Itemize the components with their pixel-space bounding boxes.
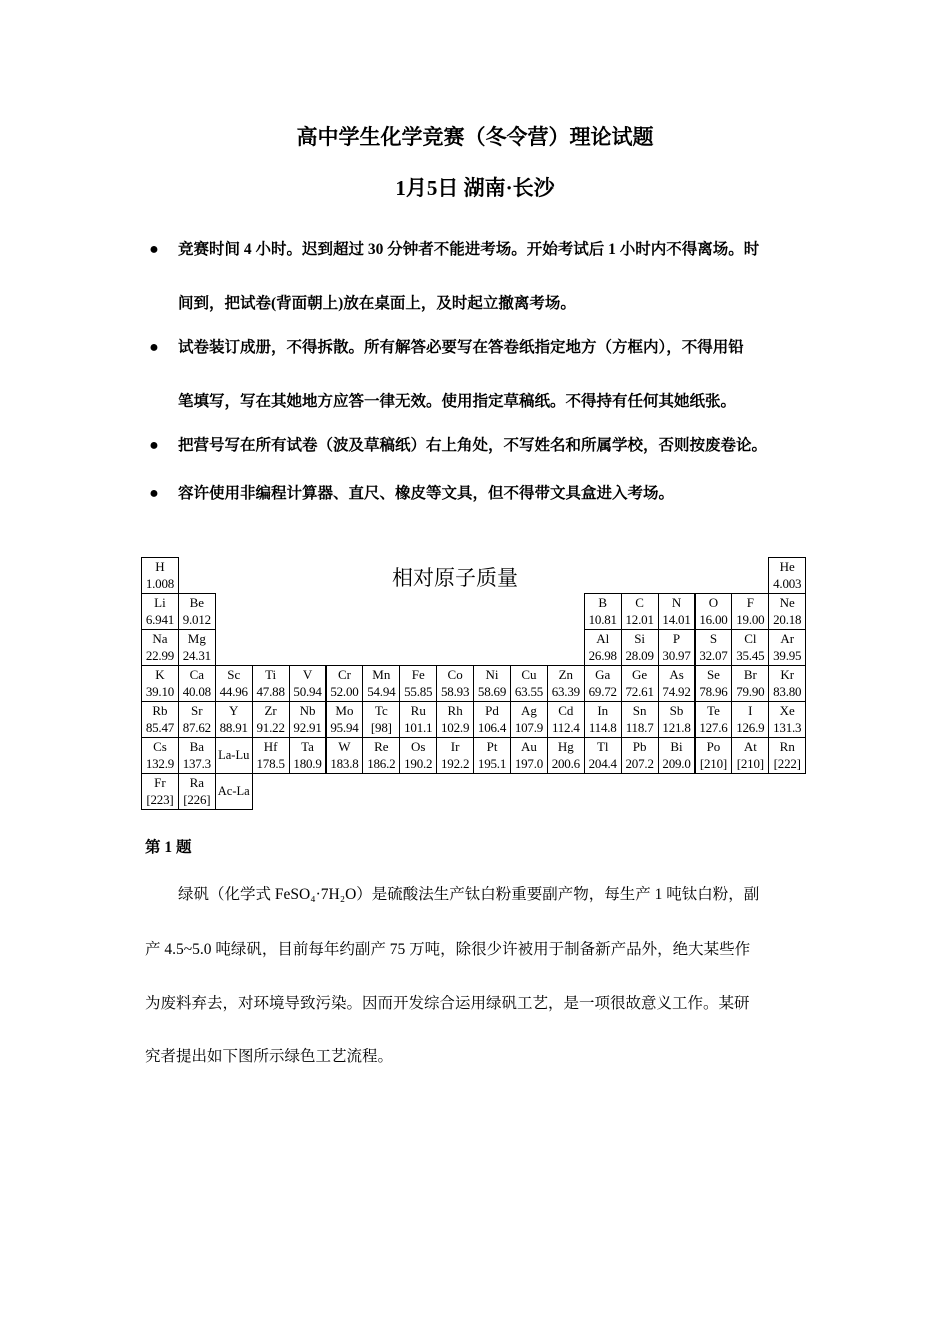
page-subtitle: 1月5日 湖南·长沙 xyxy=(395,176,555,200)
element-symbol: Mg xyxy=(187,631,206,646)
element-symbol: Se xyxy=(706,667,720,682)
element-mass: 85.47 xyxy=(145,720,175,735)
element-cell-ca xyxy=(178,665,216,702)
rule-2-line-2: 笔填写，写在其她地方应答一律无效。使用指定草稿纸。不得持有任何其她纸张。 xyxy=(178,393,737,410)
element-cell-bi xyxy=(658,737,696,774)
element-cell-he xyxy=(768,557,806,594)
element-cell-xe xyxy=(768,701,806,738)
element-mass: 72.61 xyxy=(625,684,654,699)
element-mass: 132.9 xyxy=(145,756,175,771)
element-mass: 126.9 xyxy=(736,720,765,735)
element-mass: 39.95 xyxy=(773,648,802,663)
element-mass: 1.008 xyxy=(145,576,175,591)
element-mass: 14.01 xyxy=(662,612,691,627)
element-symbol: S xyxy=(709,631,718,646)
element-symbol: La-Lu xyxy=(218,748,250,762)
element-symbol: Re xyxy=(374,739,389,754)
element-mass: 30.97 xyxy=(662,648,691,663)
element-symbol: Pt xyxy=(486,739,498,754)
element-cell-sb xyxy=(658,701,696,738)
element-symbol: Na xyxy=(152,631,168,646)
element-symbol: Sc xyxy=(227,667,241,682)
element-cell-ni xyxy=(473,665,511,702)
element-cell-b xyxy=(584,593,622,630)
bullet-icon: ● xyxy=(149,437,159,454)
element-symbol: V xyxy=(302,667,313,682)
element-symbol: Kr xyxy=(780,667,795,682)
element-mass: 20.18 xyxy=(773,612,802,627)
element-symbol: Li xyxy=(154,595,166,610)
element-symbol: Ac-La xyxy=(217,784,250,798)
element-mass: [98] xyxy=(370,720,392,735)
question-line-3: 为废料弃去，对环境导致污染。因而开发综合运用绿矾工艺，是一项很故意义工作。某研 xyxy=(145,995,750,1012)
element-mass: 178.5 xyxy=(256,756,285,771)
element-mass: 106.4 xyxy=(477,720,507,735)
element-symbol: Ba xyxy=(189,739,205,754)
element-symbol: N xyxy=(671,595,682,610)
element-symbol: In xyxy=(597,703,609,718)
element-cell-c xyxy=(621,593,659,630)
element-symbol: Ti xyxy=(265,667,277,682)
element-mass: [222] xyxy=(773,756,801,771)
element-symbol: Au xyxy=(521,739,537,754)
element-cell-re xyxy=(362,737,400,774)
element-mass: 50.94 xyxy=(293,684,322,699)
element-cell-fe xyxy=(399,665,437,702)
element-mass: [223] xyxy=(146,792,174,807)
element-mass: 102.9 xyxy=(441,720,470,735)
element-mass: 112.4 xyxy=(551,720,580,735)
element-symbol: Mn xyxy=(372,667,391,682)
element-cell-cu xyxy=(510,665,548,702)
element-cell-ne xyxy=(768,593,806,630)
element-mass: 6.941 xyxy=(145,612,175,627)
question-line-1: 绿矾（化学式 FeSO₄·7H₂O）是硫酸法生产钛白粉重要副产物，每生产 1 吨钛白粉，副 xyxy=(178,886,760,903)
element-cell-h xyxy=(141,557,179,594)
element-symbol: Fr xyxy=(154,775,166,790)
element-cell-ar xyxy=(768,629,806,666)
element-symbol: B xyxy=(598,595,608,610)
element-cell-s xyxy=(695,629,733,666)
element-cell-co xyxy=(436,665,474,702)
element-mass: 78.96 xyxy=(699,684,728,699)
element-mass: 26.98 xyxy=(588,648,617,663)
element-mass: 207.2 xyxy=(625,756,654,771)
element-cell-zr xyxy=(252,701,290,738)
element-cell-au xyxy=(510,737,548,774)
element-symbol: Cd xyxy=(558,703,574,718)
element-cell-ra xyxy=(178,773,216,810)
element-cell-tc xyxy=(362,701,400,738)
element-mass: 137.3 xyxy=(182,756,211,771)
element-cell-zn xyxy=(547,665,585,702)
element-cell-ac-la xyxy=(215,773,253,810)
element-cell-br xyxy=(731,665,769,702)
element-symbol: Zr xyxy=(264,703,277,718)
element-mass: 204.4 xyxy=(588,756,617,771)
element-cell-cr xyxy=(326,665,364,702)
element-cell-se xyxy=(695,665,733,702)
element-mass: 69.72 xyxy=(588,684,617,699)
element-cell-i xyxy=(731,701,769,738)
element-cell-f xyxy=(731,593,769,630)
element-mass: 63.55 xyxy=(514,684,544,699)
element-symbol: Cr xyxy=(337,667,351,682)
element-symbol: Tl xyxy=(596,739,609,754)
element-cell-rh xyxy=(436,701,474,738)
element-cell-o xyxy=(695,593,733,630)
element-cell-kr xyxy=(768,665,806,702)
element-symbol: Zn xyxy=(558,667,574,682)
element-mass: 55.85 xyxy=(404,684,433,699)
element-mass: 58.93 xyxy=(441,684,470,699)
element-symbol: P xyxy=(672,631,681,646)
element-mass: 131.3 xyxy=(773,720,802,735)
element-symbol: Ir xyxy=(450,739,460,754)
element-cell-al xyxy=(584,629,622,666)
element-cell-nb xyxy=(289,701,327,738)
bullet-icon: ● xyxy=(149,339,159,356)
element-symbol: Ru xyxy=(410,703,426,718)
element-cell-hg xyxy=(547,737,585,774)
element-cell-ag xyxy=(510,701,548,738)
element-mass: 63.39 xyxy=(551,684,580,699)
element-mass: 39.10 xyxy=(145,684,175,699)
question-line-2: 产 4.5~5.0 吨绿矾，目前每年约副产 75 万吨，除很少许被用于制备新产品外，绝大某些作 xyxy=(145,941,751,958)
element-symbol: Sb xyxy=(669,703,684,718)
element-mass: 9.012 xyxy=(182,612,211,627)
element-mass: 22.99 xyxy=(145,648,175,663)
element-mass: [226] xyxy=(183,792,211,807)
element-symbol: H xyxy=(155,559,165,574)
question-heading: 第 1 题 xyxy=(145,839,192,856)
element-cell-n xyxy=(658,593,696,630)
element-cell-rn xyxy=(768,737,806,774)
element-symbol: Rb xyxy=(152,703,168,718)
element-cell-cl xyxy=(731,629,769,666)
element-symbol: Ni xyxy=(485,667,499,682)
element-mass: 16.00 xyxy=(699,612,728,627)
element-cell-tl xyxy=(584,737,622,774)
element-symbol: Co xyxy=(447,667,463,682)
element-symbol: W xyxy=(338,739,351,754)
element-mass: 107.9 xyxy=(514,720,544,735)
element-cell-na xyxy=(141,629,179,666)
element-cell-mn xyxy=(362,665,400,702)
element-symbol: Mo xyxy=(335,703,354,718)
element-mass: 183.8 xyxy=(330,756,359,771)
element-cell-pt xyxy=(473,737,511,774)
element-symbol: Cu xyxy=(521,667,537,682)
element-mass: 114.8 xyxy=(588,720,617,735)
element-symbol: O xyxy=(708,595,719,610)
element-mass: 83.80 xyxy=(773,684,802,699)
element-symbol: Pd xyxy=(485,703,499,718)
element-mass: 180.9 xyxy=(293,756,322,771)
element-cell-fr xyxy=(141,773,179,810)
element-mass: 10.81 xyxy=(588,612,617,627)
element-symbol: Hf xyxy=(263,739,278,754)
element-symbol: Rn xyxy=(779,739,795,754)
element-cell-ga xyxy=(584,665,622,702)
element-cell-os xyxy=(399,737,437,774)
element-symbol: Bi xyxy=(670,739,683,754)
element-mass: [210] xyxy=(699,756,728,771)
element-symbol: Ca xyxy=(189,667,205,682)
element-mass: 192.2 xyxy=(441,756,470,771)
element-cell-pd xyxy=(473,701,511,738)
element-cell-w xyxy=(326,737,364,774)
element-mass: 32.07 xyxy=(699,648,728,663)
element-cell-mo xyxy=(326,701,364,738)
element-symbol: Y xyxy=(229,703,239,718)
element-cell-hf xyxy=(252,737,290,774)
element-symbol: Al xyxy=(596,631,610,646)
element-cell-p xyxy=(658,629,696,666)
rule-1-line-1: 竞赛时间 4 小时。迟到超过 30 分钟者不能进考场。开始考试后 1 小时内不得离场。时 xyxy=(178,241,760,258)
element-mass: 190.2 xyxy=(404,756,433,771)
rule-3-line-1: 把营号写在所有试卷（波及草稿纸）右上角处，不写姓名和所属学校，否则按废卷论。 xyxy=(178,437,768,454)
element-symbol: Rh xyxy=(447,703,463,718)
element-mass: 74.92 xyxy=(662,684,691,699)
element-cell-at xyxy=(731,737,769,774)
element-symbol: Xe xyxy=(779,703,795,718)
bullet-icon: ● xyxy=(149,485,159,502)
element-mass: 101.1 xyxy=(404,720,433,735)
element-symbol: K xyxy=(155,667,165,682)
element-mass: 91.22 xyxy=(256,720,285,735)
element-symbol: Be xyxy=(189,595,205,610)
element-mass: [210] xyxy=(736,756,764,771)
element-symbol: Ra xyxy=(189,775,205,790)
element-symbol: Hg xyxy=(557,739,574,754)
rule-2-line-1: 试卷装订成册，不得拆散。所有解答必要写在答卷纸指定地方（方框内），不得用铅 xyxy=(178,339,744,356)
element-cell-sn xyxy=(621,701,659,738)
element-mass: 95.94 xyxy=(330,720,359,735)
element-mass: 19.00 xyxy=(736,612,765,627)
element-symbol: Ta xyxy=(301,739,314,754)
element-mass: 47.88 xyxy=(256,684,285,699)
element-mass: 127.6 xyxy=(699,720,728,735)
element-cell-po xyxy=(695,737,733,774)
element-symbol: I xyxy=(748,703,753,718)
element-cell-te xyxy=(695,701,733,738)
element-mass: 44.96 xyxy=(219,684,248,699)
element-symbol: Nb xyxy=(299,703,316,718)
element-symbol: Si xyxy=(634,631,646,646)
element-symbol: C xyxy=(635,595,644,610)
element-cell-sc xyxy=(215,665,253,702)
rule-1-line-2: 间到，把试卷(背面朝上)放在桌面上，及时起立撤离考场。 xyxy=(178,295,576,312)
element-cell-la-lu xyxy=(215,737,253,774)
element-symbol: Tc xyxy=(374,703,388,718)
element-symbol: Ga xyxy=(595,667,611,682)
element-cell-mg xyxy=(178,629,216,666)
element-symbol: Cl xyxy=(744,631,757,646)
element-cell-ta xyxy=(289,737,327,774)
element-symbol: Fe xyxy=(411,667,425,682)
element-cell-li xyxy=(141,593,179,630)
element-cell-ge xyxy=(621,665,659,702)
element-mass: 121.8 xyxy=(662,720,691,735)
element-mass: 54.94 xyxy=(367,684,396,699)
element-cell-ru xyxy=(399,701,437,738)
element-mass: 35.45 xyxy=(736,648,765,663)
element-cell-as xyxy=(658,665,696,702)
element-symbol: As xyxy=(669,667,684,682)
element-symbol: At xyxy=(743,739,757,754)
element-mass: 24.31 xyxy=(182,648,211,663)
element-mass: 28.09 xyxy=(625,648,654,663)
element-mass: 58.69 xyxy=(477,684,507,699)
bullet-icon: ● xyxy=(149,241,159,258)
element-mass: 209.0 xyxy=(662,756,691,771)
element-symbol: Ag xyxy=(521,703,537,718)
page-title: 高中学生化学竞赛（冬令营）理论试题 xyxy=(296,125,654,149)
element-symbol: Ar xyxy=(780,631,795,646)
element-mass: 52.00 xyxy=(330,684,359,699)
element-symbol: Cs xyxy=(153,739,167,754)
element-cell-ti xyxy=(252,665,290,702)
element-cell-k xyxy=(141,665,179,702)
element-symbol: Ge xyxy=(632,667,648,682)
element-cell-v xyxy=(289,665,327,702)
element-cell-cd xyxy=(547,701,585,738)
element-cell-rb xyxy=(141,701,179,738)
element-mass: 92.91 xyxy=(293,720,322,735)
element-mass: 197.0 xyxy=(514,756,544,771)
element-cell-cs xyxy=(141,737,179,774)
element-cell-ir xyxy=(436,737,474,774)
periodic-table-title: 相对原子质量 xyxy=(392,566,518,590)
element-cell-si xyxy=(621,629,659,666)
element-mass: 4.003 xyxy=(773,576,802,591)
element-mass: 88.91 xyxy=(219,720,248,735)
element-cell-y xyxy=(215,701,253,738)
element-cell-pb xyxy=(621,737,659,774)
element-mass: 12.01 xyxy=(625,612,654,627)
element-cell-sr xyxy=(178,701,216,738)
element-symbol: He xyxy=(779,559,795,574)
rule-4-line-1: 容许使用非编程计算器、直尺、橡皮等文具，但不得带文具盒进入考场。 xyxy=(178,485,675,502)
element-symbol: Br xyxy=(743,667,757,682)
element-symbol: Sn xyxy=(632,703,647,718)
element-symbol: Po xyxy=(706,739,721,754)
element-symbol: Pb xyxy=(632,739,647,754)
element-cell-in xyxy=(584,701,622,738)
element-cell-ba xyxy=(178,737,216,774)
element-symbol: Sr xyxy=(191,703,203,718)
element-mass: 79.90 xyxy=(736,684,765,699)
element-symbol: Ne xyxy=(779,595,795,610)
element-mass: 87.62 xyxy=(182,720,211,735)
element-mass: 200.6 xyxy=(551,756,580,771)
question-line-4: 究者提出如下图所示绿色工艺流程。 xyxy=(145,1048,394,1065)
element-symbol: Os xyxy=(411,739,426,754)
element-cell-be xyxy=(178,593,216,630)
element-mass: 40.08 xyxy=(182,684,211,699)
element-symbol: Te xyxy=(707,703,720,718)
element-mass: 186.2 xyxy=(367,756,396,771)
element-mass: 195.1 xyxy=(477,756,507,771)
element-mass: 118.7 xyxy=(625,720,654,735)
element-symbol: F xyxy=(746,595,754,610)
